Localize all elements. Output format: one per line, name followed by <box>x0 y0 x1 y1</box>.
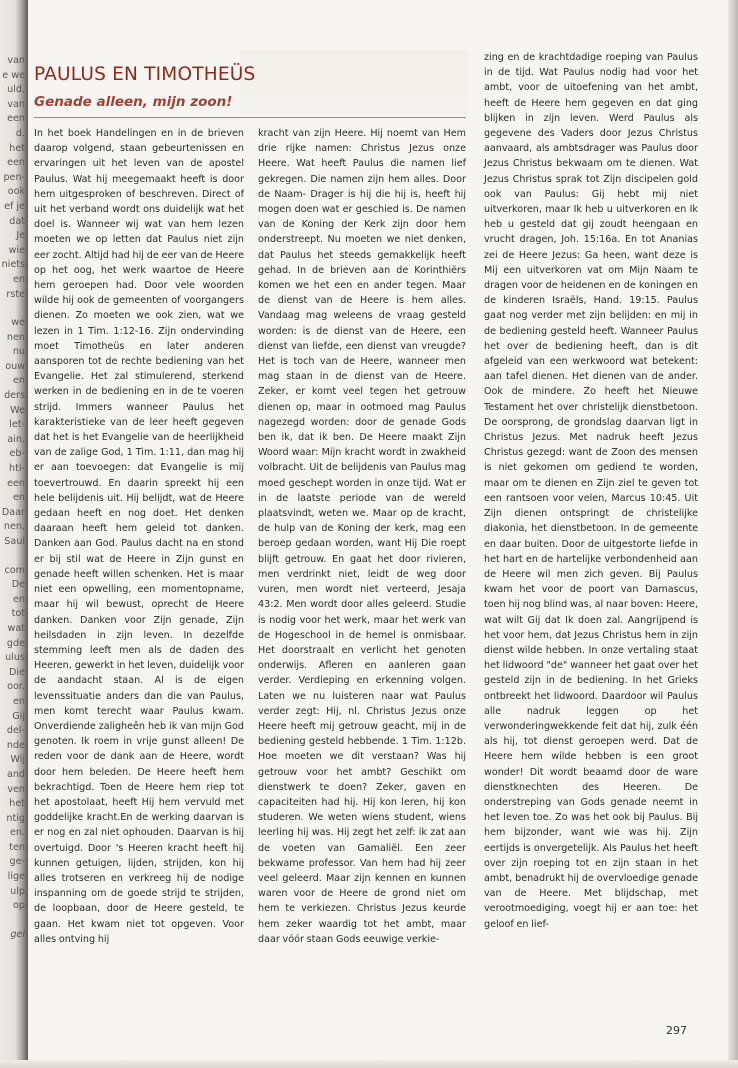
margin-fragment: wie <box>8 244 25 256</box>
margin-fragment: nen <box>6 331 25 343</box>
margin-fragment: ulus <box>5 652 25 664</box>
margin-fragment: en <box>13 593 25 605</box>
margin-fragment: Gij <box>12 710 25 722</box>
margin-fragment: het <box>9 798 25 810</box>
margin-fragment: ouw <box>5 360 25 372</box>
margin-fragment: let- <box>9 419 25 431</box>
margin-fragment: een <box>7 113 25 125</box>
margin-fragment: e we <box>2 69 25 81</box>
margin-fragment: ef je <box>4 200 25 212</box>
margin-fragment: tot <box>11 608 25 620</box>
margin-fragment: een <box>7 157 25 169</box>
previous-page-margin-fragments <box>0 54 25 942</box>
margin-fragment: del- <box>6 725 25 737</box>
margin-fragment: com <box>4 564 25 576</box>
margin-fragment: op <box>13 900 25 912</box>
margin-fragment: ntig <box>6 812 25 824</box>
margin-fragment: nde <box>6 739 25 751</box>
margin-fragment: hti- <box>9 463 25 475</box>
margin-fragment: ain, <box>7 433 25 445</box>
margin-fragment: Die <box>9 666 25 678</box>
margin-fragment: en. <box>9 827 25 839</box>
margin-fragment: Daar <box>1 506 25 518</box>
margin-fragment: en <box>13 375 25 387</box>
margin-fragment: ulp <box>10 885 25 897</box>
margin-fragment: Wij <box>10 754 25 766</box>
margin-fragment: eb- <box>9 448 25 460</box>
margin-fragment: and <box>6 768 25 780</box>
page-bottom-edge <box>0 1060 738 1068</box>
article-column-2: kracht van zijn Heere. Hij noemt van Hem drie rijke namen: Christus Jezus onze Heere. Wat heeft Paulus die namen lief gekregen. Die namen zijn hem alles. Door de Naam- Drager is hij die hij is, heeft hij mogen doen wat er geschied is. De namen van de Koning der Kerk zijn door hem onderstreept. Nu moeten we niet denken, dat Paulus het steeds gemakkelijk heeft gehad. In de brieven aan de Korinthiërs komen we het een en ander tegen. Maar de dienst van de Heere is hem alles. Vandaag mag weleens de vraag gesteld worden: is de dienst van de Heere, een dienst van liefde, een dienst van vreugde? Het is toch van de Heere, wanneer men mag staan in de dienst van de Heere. Zeker, er komt veel tegen het getrouw dienen op, maar in ootmoed mag Paulus nagezegd worden: door de genade Gods ben ik, dat ik ben. De Heere maakt Zijn Woord waar: Mijn kracht wordt in zwakheid volbracht. Uit de belijdenis van Paulus mag moed geschept worden in onze tijd. Wat er in de laatste periode van de wereld plaatsvindt, weten we. Maar op de kracht, de hulp van de Koning der kerk, mag een beroep gedaan worden, want Hij Die roept blijft getrouw. En gaat het door rivieren, men verdrinkt niet, leidt de weg door vuren, men wordt niet verteerd, Jesaja 43:2. Men wordt door alles geleerd. Studie is nodig voor het werk, maar het werk van de Hogeschool in de hemel is onmisbaar. Het doorstraalt en verlicht het genoten onderwijs. Afleren en aanleren gaan verder. Verdieping en erkenning volgen. Laten we nu luisteren naar wat Paulus verder zegt: Hij, nl. Christus Jezus onze Heere heeft mij getrouw geacht, mij in de bediening gesteld hebbende. 1 Tim. 1:12b. Hoe moeten we dit verstaan? Was hij getrouw voor het ambt? Geschikt om dienstwerk te doen? Zeker, gaven en capaciteiten had hij. Hij kon leren, hij kon studeren. We weten wiens student, wiens leerling hij was. Hij zegt het zelf: ik zat aan de voeten van Gamaliël. Een zeer bekwame professor. Van hem had hij zeer veel geleerd. Maar zijn kennen en kunnen waren voor de Heere de grond niet om hem te verkiezen. Christus Jezus keurde hem zeker waardig tot het ambt, maar daar vóór staan Gods eeuwige verkie- <box>258 128 466 945</box>
margin-fragment: ge- <box>9 856 25 868</box>
margin-fragment: Saul <box>4 536 25 547</box>
margin-fragment: uld, <box>7 84 25 96</box>
article-column-1: In het boek Handelingen en in de brieven daarop volgend, staan gebeurtenissen en ervaringen uit het leven van de apostel Paulus. Wat hij meegemaakt heeft is door hem uitgesproken of beschreven. Direct of uit het verband wordt ons duidelijk wat het doel is. Wanneer wij wat van hem lezen moeten we op letten dat Paulus niet zijn eer zocht. Altijd had hij de eer van de Heere op het oog, het werk waartoe de Heere hem geroepen had. Door vele woorden wilde hij ook de gemeenten of voorgangers dienen. Zo moeten we ook zien, wat we lezen in 1 Tim. 1:12-16. Zijn ondervinding moet Timotheüs en later anderen aansporen tot de rechte bediening van het Evangelie. Het zal stimulerend, sterkend werken in de bediening en in de te voeren strijd. Immers wanneer Paulus het karakteristieke van de leer heeft gegeven dat het is het Evangelie van de heerlijkheid van de zalige God, 1 Tim. 1:11, dan mag hij er aan toevoegen: dat Evangelie is mij toevertrouwd. En daarin spreekt hij een hele belijdenis uit. Hij belijdt, wat de Heere gedaan heeft en nog doet. Het denken daaraan heeft hem geleid tot danken. Danken aan God. Paulus dacht na en stond er bij stil wat de Heere in Zijn gunst en genade heeft willen schenken. Het is maar niet een opwelling, een momentopname, maar hij wil bewust, oprecht de Heere danken. Danken voor Zijn genade, Zijn heilsdaden in zijn leven. In dezelfde stemming leeft men als de daden des Heeren, gewerkt in het leven, duidelijk voor de aandacht staan. Al is de eigen levenssituatie anders dan die van Paulus, men komt terecht waar Paulus kwam. Onverdiende zaligheên heb ik van mijn God genoten. Ik roem in vrije gunst alleen! De reden voor de dank aan de Heere, wordt door hem beleden. De Heere heeft hem bekrachtigd. Toen de Heere hem riep tot het apostolaat, heeft Hij hem vervuld met goddelijke kracht.En de werking daarvan is er nog en zal niet ophouden. Daarvan is hij overtuigd. Door 's Heeren kracht heeft hij kunnen getuigen, lijden, strijden, kon hij alles trotseren en verkreeg hij de nodige inspanning om de goede strijd te strijden, de loopbaan, door de Heere gesteld, te gaan. Het kwam niet tot opgeven. Voor alles ontving hij <box>34 128 244 945</box>
title-divider <box>34 117 466 118</box>
margin-fragment <box>0 302 25 316</box>
margin-fragment: d. <box>15 127 25 139</box>
margin-fragment: pen- <box>3 171 25 183</box>
margin-fragment: een <box>7 477 25 489</box>
margin-fragment: en <box>13 492 25 504</box>
margin-fragment: ven <box>7 783 25 795</box>
margin-fragment: rste <box>6 288 25 300</box>
page-number: 297 <box>666 1024 687 1037</box>
margin-fragment: ook <box>7 186 25 198</box>
margin-fragment: De <box>11 579 25 591</box>
margin-fragment: en <box>13 273 25 285</box>
margin-fragment: oor. <box>7 681 25 693</box>
margin-fragment: het <box>9 142 25 154</box>
margin-fragment: dat <box>9 215 25 227</box>
margin-fragment: van <box>7 55 25 66</box>
article-title: PAULUS EN TIMOTHEÜS <box>34 64 256 85</box>
margin-fragment: wat <box>7 622 25 634</box>
margin-fragment: lige <box>7 871 25 883</box>
margin-fragment: nu <box>12 346 25 358</box>
margin-fragment: ten <box>9 841 25 853</box>
margin-fragment: We <box>10 404 25 416</box>
margin-fragment: van <box>7 98 25 110</box>
article-subtitle: Genade alleen, mijn zoon! <box>34 94 233 110</box>
margin-fragment <box>0 914 25 928</box>
margin-fragment: gel <box>10 928 25 940</box>
margin-fragment: en <box>13 695 25 707</box>
margin-fragment: we <box>11 317 25 329</box>
article-column-3: zing en de krachtdadige roeping van Paulus in de tijd. Wat Paulus nodig had voor het ambt, voor de uitoefening van het ambt, heeft de Heere hem gegeven en dat ging blijken in zijn leven. Werd Paulus als gegevene des Vaders door Jezus Christus aanvaard, als ambtsdrager was Paulus door Jezus Christus bekwaam om te dienen. Wat Jezus Christus sprak tot Zijn discipelen gold ook van Paulus: Gij hebt mij niet uitverkoren, maar Ik heb u uitverkoren en Ik heb u gesteld dat gij zoudt heengaan en vrucht dragen, Joh. 15:16a. En tot Ananias zei de Heere Jezus: Ga heen, want deze is Mij een uitverkoren vat om Mijn Naam te dragen voor de heidenen en de koningen en de kinderen Israëls, Hand. 19:15. Paulus gaat nog verder met zijn belijden: en mij in de bediening gesteld heeft. Wanneer Paulus het over de bediening heeft, dan is dit afgeleid van een werkwoord wat betekent: aan tafel dienen. Het dienen van de ander. Ook de mindere. Zo heeft het Nieuwe Testament het over christelijk dienstbetoon. De oorsprong, de grondslag daarvan ligt in Christus Jezus. Met nadruk heeft Jezus Christus gezegd: want de Zoon des mensen is niet gekomen om gediend te worden, maar om te dienen en Zijn ziel te geven tot een rantsoen voor velen, Marcus 10:45. Uit Zijn dienen ontspringt de christelijke diakonia, het dienstbetoon. In de gemeente en daar buiten. Door de uitgestorte liefde in het hart en de hartelijke verbondenheid aan de Heere wil men zich geven. Bij Paulus kwam het voor de poort van Damascus, toen hij nog blind was, al naar boven: Heere, wat wilt Gij dat Ik doen zal. Aangrijpend is het voor hem, dat Jezus Christus hem in zijn dienst wilde hebben. In onze vertaling staat het lidwoord "de" wanneer het gaat over het gesteld zijn in de bediening. In het Grieks ontbreekt het lidwoord. Daardoor wil Paulus alle nadruk leggen op het verwonderingwekkende feit dat hij, zulk één als hij, tot dienst geroepen werd. Dat de Heere hem wilde hebben is een groot wonder! Dit wordt beaamd door de ware dienstknechten des Heeren. De onderstreping van Gods genade neemt in het leven toe. Zo was het ook bij Paulus. Bij hem bijzonder, want wie was hij. Zijn eertijds is onvergetelijk. Als Paulus het heeft over zijn roeping tot en zijn staan in het ambt, benadrukt hij de overvloedige genade van de Heere. Met blijdschap, met verootmoediging, voegt hij er aan toe: het geloof en lief- <box>484 52 698 930</box>
margin-fragment <box>0 550 25 564</box>
margin-fragment: ders <box>4 390 25 402</box>
margin-fragment: gde <box>6 637 25 649</box>
margin-fragment: nen, <box>3 521 25 533</box>
page-right-edge <box>728 0 738 1068</box>
margin-fragment: Je <box>16 230 25 242</box>
margin-fragment: niets <box>1 259 25 271</box>
